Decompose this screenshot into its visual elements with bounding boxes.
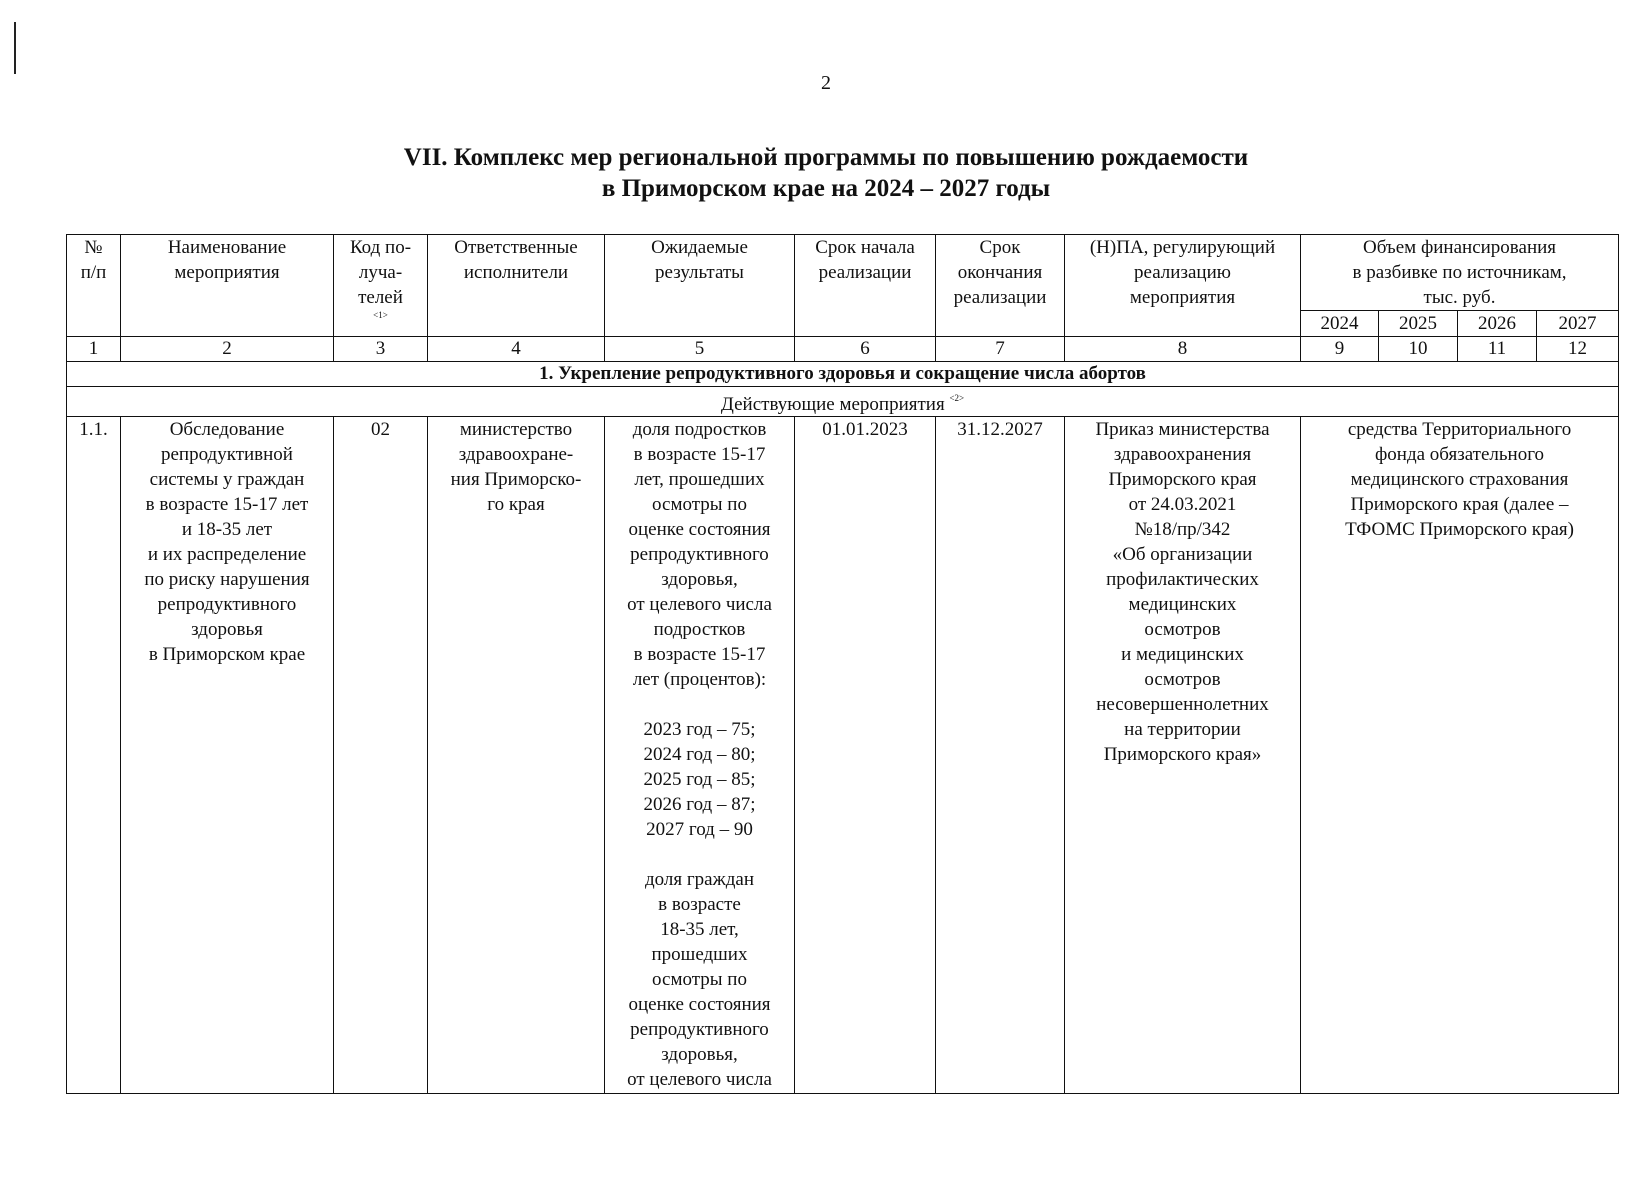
column-number: 11 bbox=[1458, 337, 1537, 362]
row-funding: средства Территориального фонда обязательного медицинского страхования Приморского края (далее – ТФОМС Приморского края) bbox=[1301, 417, 1619, 1094]
column-number: 7 bbox=[936, 337, 1065, 362]
header-funding: Объем финансирования в разбивке по источникам, тыс. руб. bbox=[1301, 235, 1619, 311]
column-number: 10 bbox=[1379, 337, 1458, 362]
subsection-row bbox=[67, 387, 1619, 417]
column-number: 6 bbox=[795, 337, 936, 362]
row-executors: министерство здравоохране- ния Приморско- го края bbox=[428, 417, 605, 1094]
row-start-date: 01.01.2023 bbox=[795, 417, 936, 1094]
page-title bbox=[0, 142, 1652, 204]
row-code: 02 bbox=[334, 417, 428, 1094]
column-number-row bbox=[67, 337, 1619, 362]
header-end: Срок окончания реализации bbox=[936, 235, 1065, 337]
row-name: Обследование репродуктивной системы у граждан в возрасте 15-17 лет и 18-35 лет и их распределение по риску нарушения репродуктивного здоровья в Приморском крае bbox=[121, 417, 334, 1094]
row-npa: Приказ министерства здравоохранения Приморского края от 24.03.2021 №18/пр/342 «Об организации профилактических медицинских осмотров и медицинских осмотров несовершеннолетних на территории Приморского края» bbox=[1065, 417, 1301, 1094]
header-name: Наименование мероприятия bbox=[121, 235, 334, 337]
column-number: 9 bbox=[1301, 337, 1379, 362]
row-results: доля подростков в возрасте 15-17 лет, прошедших осмотры по оценке состояния репродуктивного здоровья, от целевого числа подростков в возрасте 15-17 лет (процентов): 2023 год – 75; 2024 год – 80; 2025 год – 85; 2026 год – 87; 2027 год – 90 доля граждан в возрасте 18-35 лет, прошедших осмотры по оценке состояния репродуктивного здоровья, от целевого числа bbox=[605, 417, 795, 1094]
page-number: 2 bbox=[821, 72, 831, 94]
header-npa: (Н)ПА, регулирующий реализацию мероприятия bbox=[1065, 235, 1301, 337]
measures-table bbox=[66, 234, 1619, 1094]
row-end-date: 31.12.2027 bbox=[936, 417, 1065, 1094]
header-start: Срок начала реализации bbox=[795, 235, 936, 337]
subsection-title: Действующие мероприятия $^{<2>}$ bbox=[67, 387, 1619, 417]
footnote-marker-2: <2> bbox=[949, 393, 965, 403]
row-number: 1.1. bbox=[67, 417, 121, 1094]
header-year: 2025 bbox=[1379, 311, 1458, 337]
column-number: 1 bbox=[67, 337, 121, 362]
header-code: Код по- луча- телей <1> bbox=[334, 235, 428, 337]
header-year: 2026 bbox=[1458, 311, 1537, 337]
column-number: 8 bbox=[1065, 337, 1301, 362]
column-number: 3 bbox=[334, 337, 428, 362]
column-number: 4 bbox=[428, 337, 605, 362]
header-year: 2027 bbox=[1537, 311, 1619, 337]
table-header-row bbox=[67, 235, 1619, 311]
section-row bbox=[67, 362, 1619, 387]
title-line-1: VII. Комплекс мер региональной программы по повышению рождаемости bbox=[403, 144, 1249, 171]
column-number: 2 bbox=[121, 337, 334, 362]
table-row bbox=[67, 417, 1619, 1094]
header-num: № п/п bbox=[67, 235, 121, 337]
column-number: 5 bbox=[605, 337, 795, 362]
header-year: 2024 bbox=[1301, 311, 1379, 337]
column-number: 12 bbox=[1537, 337, 1619, 362]
footnote-marker-1: <1> bbox=[373, 310, 388, 320]
header-results: Ожидаемые результаты bbox=[605, 235, 795, 337]
scan-margin-mark bbox=[14, 22, 16, 74]
title-line-2: в Приморском крае на 2024 – 2027 годы bbox=[601, 175, 1051, 202]
header-executors: Ответственные исполнители bbox=[428, 235, 605, 337]
section-title: 1. Укрепление репродуктивного здоровья и сокращение числа абортов bbox=[67, 362, 1619, 387]
